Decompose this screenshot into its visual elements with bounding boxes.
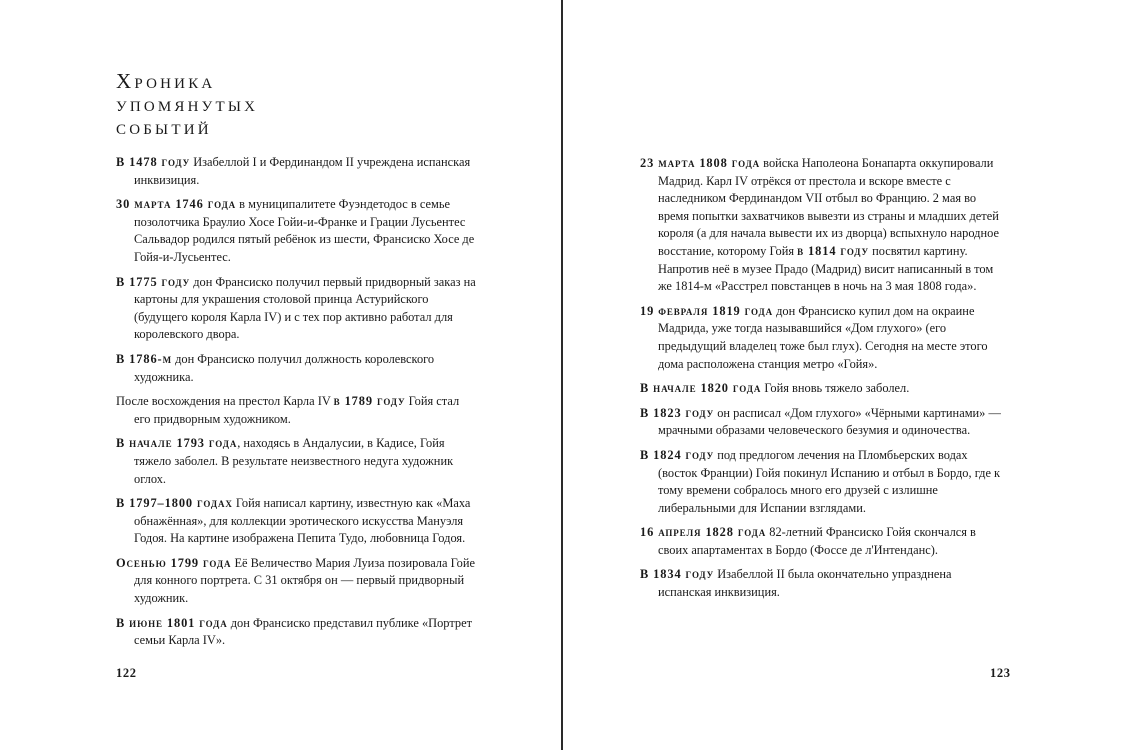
entry-date: в 1814 году [797, 243, 869, 258]
entry-date: В начале 1820 года [640, 381, 762, 396]
entry-text: Гойя написал картину, известную как «Маха обнажённая», для коллекции эротического искусства Мануэля Годоя. На картине изображена Пепита Тудо, любовница Годоя. [134, 496, 471, 546]
entry-text: он расписал «Дом глухого» «Чёрными картинами» — мрачными образами человеческого безумия и одиночества. [658, 405, 1001, 438]
chronicle-entry [640, 380, 1002, 398]
title-line: событий [116, 115, 212, 139]
chronicle-entry [116, 615, 476, 650]
entry-date: 23 марта 1808 года [640, 156, 761, 170]
entry-text: дон Франсиско получил должность королевского художника. [134, 351, 435, 384]
entry-text: в муниципалитете Фуэндетодос в семье позолотчика Браулио Хосе Гойи-и-Франке и Грации Лусьентес Сальвадор родился пятый ребёнок из шести, Франсиско Хосе де Гойя-и-Лусьентес. [134, 197, 475, 264]
entry-date: В 1797–1800 годах [116, 496, 233, 511]
chronicle-entry [116, 555, 476, 608]
right-page [563, 0, 1125, 750]
entry-text: Изабеллой II была окончательно упразднена испанская инквизиция. [658, 567, 952, 600]
entry-text: дон Франсиско представил публике «Портрет семьи Карла IV». [134, 615, 473, 648]
entry-text: Её Величество Мария Луиза позировала Гойе для конного портрета. С 31 октября он — первый придворный художник. [134, 555, 475, 606]
chronicle-entry [640, 303, 1002, 373]
chronicle-entry [640, 524, 1002, 559]
chronicle-entry [116, 196, 476, 266]
entry-text: 82-летний Франсиско Гойя скончался в своих апартаментах в Бордо (Фоссе де л'Интенданс). [658, 525, 976, 557]
entry-text: Гойя вновь тяжело заболел. [761, 381, 910, 396]
chronicle-entry [116, 393, 476, 428]
chronicle-entry [640, 155, 1002, 296]
entry-date: В начале 1793 года [116, 436, 238, 451]
entry-date: В 1824 году [640, 447, 715, 462]
entry-date: В 1786-м [116, 351, 172, 366]
entry-text: дон Франсиско получил первый придворный заказ на картоны для украшения столовой принца Астурийского (будущего короля Карла IV) и с тех пор активно работал для королевского двора. [134, 274, 476, 342]
entry-date: В 1775 году [116, 274, 191, 289]
entry-date: В 1478 году [116, 155, 191, 169]
entry-date: 19 февраля 1819 года [640, 303, 773, 318]
entry-text: посвятил картину. Напротив неё в музее Прадо (Мадрид) висит написанный в том же 1814-м «Расстрел повстанцев в ночь на 3 мая 1808 года». [658, 243, 994, 294]
entry-date: В июне 1801 года [116, 615, 228, 630]
chronicle-entry [116, 351, 476, 386]
entry-text: под предлогом лечения на Пломбьерских водах (восток Франции) Гойя покинул Испанию и отбыл в Бордо, где к тому времени собралось много его друзей с излишне либеральными для Испании взглядами. [658, 447, 1001, 515]
chronicle-entry [116, 274, 476, 344]
entry-prefix: После восхождения на престол Карла IV [116, 394, 334, 409]
entry-date: В 1834 году [640, 567, 715, 582]
entry-text: войска Наполеона Бонапарта оккупировали Мадрид. Карл IV отрёкся от престола и вскоре вместе с наследником Фердинандом VII отбыл во Францию. 2 мая во время попытки захватчиков вывезти из страны и младших детей короля (а для начала вывести их из дворца) вспыхнуло народное восстание, которому Гойя [658, 156, 999, 258]
chronicle-entry [640, 447, 1002, 517]
entry-date: в 1789 году [333, 394, 406, 409]
title-line: Хроника [116, 69, 216, 93]
chronicle-title [116, 70, 258, 139]
chronicle-entries-right [640, 155, 1002, 609]
entry-date: Осенью 1799 года [116, 555, 232, 570]
entry-date: 16 апреля 1828 года [640, 525, 767, 540]
entry-text: , находясь в Андалусии, в Кадисе, Гойя тяжело заболел. В результате неизвестного недуга художник оглох. [134, 436, 454, 486]
page-number: 123 [990, 666, 1011, 680]
entry-date: 30 марта 1746 года [116, 197, 237, 212]
chronicle-entry [116, 435, 476, 488]
chronicle-entries-left [116, 154, 476, 657]
chronicle-entry [640, 566, 1002, 601]
entry-text: дон Франсиско купил дом на окраине Мадрида, уже тогда называвшийся «Дом глухого» (его предыдущий владелец тоже был глух). Сегодня на месте этого дома расположена станция метро «Гойя». [658, 303, 988, 371]
left-page [0, 0, 562, 750]
page-number: 122 [116, 666, 137, 680]
chronicle-entry [116, 154, 476, 189]
title-line: упомянутых [116, 92, 259, 116]
chronicle-entry [116, 495, 476, 548]
entry-text: Изабеллой I и Фердинандом II учреждена испанская инквизиция. [134, 155, 471, 187]
entry-date: В 1823 году [640, 405, 715, 420]
chronicle-entry [640, 405, 1002, 440]
entry-text: Гойя стал его придворным художником. [134, 394, 460, 426]
